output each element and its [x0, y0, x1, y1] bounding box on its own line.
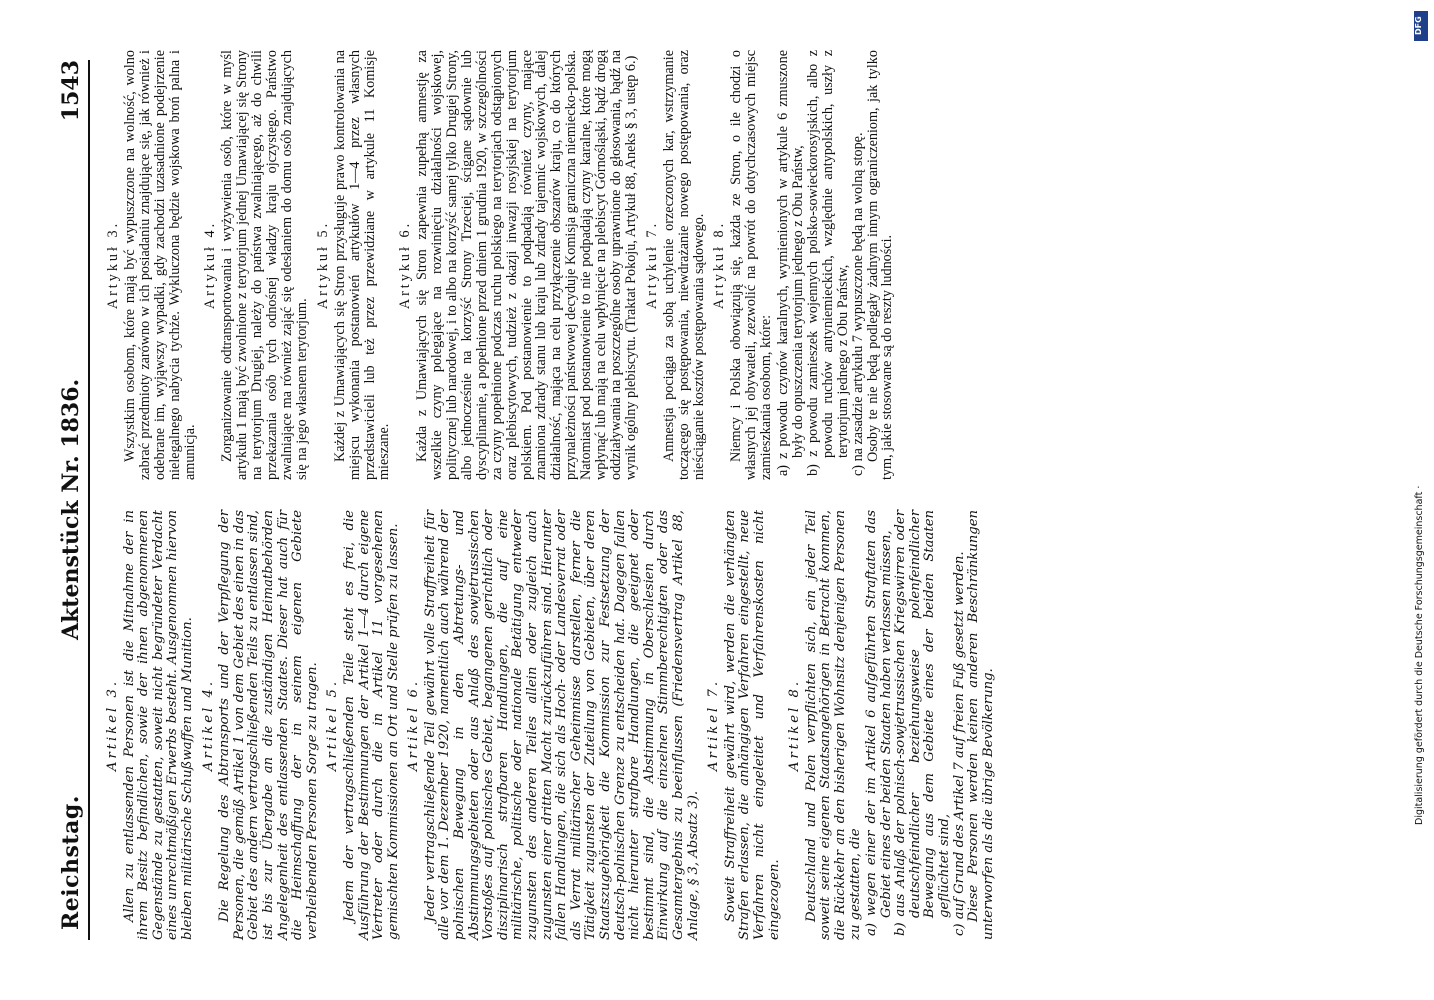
de-article-8-item-b: b) aus Anlaß der polnisch-sowjetrussischen Kriegswirren oder deutschfeindlicher beziehungsweise polenfeindlicher Bewegung aus dem Gebiete eines der beiden Staaten geflüchtet sind, — [893, 510, 953, 936]
de-article-6-heading: Artikel 6. — [406, 678, 422, 772]
digitization-sidebar — [1410, 5, 1434, 995]
pl-article-5-text: Każdej z Umawiających się Stron przysługuje prawo kontrolowania na miejscu wykonania postanowień artykułów 1—4 przez własnych przedstawicieli lub też przez przewidziane w artykule 11 Komisje mieszane. — [331, 50, 393, 480]
page-header — [58, 60, 90, 940]
de-article-7-heading: Artikel 7. — [706, 678, 722, 772]
de-article-8-tail: Diese Personen werden keinen anderen Beschränkungen unterworfen als die übrige Bevölkerung. — [966, 510, 996, 940]
pl-article-8-item-a: a) z powodu czynów karalnych, wymienionych w artykule 6 zmuszone były do opuszczenia terytorjum jednego z Obu Państw, — [775, 50, 806, 476]
pl-article-8-heading: Artykuł 8. — [711, 220, 728, 310]
german-column — [100, 510, 998, 940]
de-article-5-text: Jedem der vertragschließenden Teile steht es frei, die Ausführung der Bestimmungen der Artikel 1—4 durch eigene Vertreter oder durch die in Artikel 11 vorgesehenen gemischten Kommissionen an Ort und Stelle prüfen zu lassen. — [341, 510, 401, 940]
pl-article-3-heading: Artykuł 3. — [105, 220, 121, 310]
pl-article-8-item-c: c) na zasadzie artykułu 7 wypuszczone będą na wolną stopę. — [849, 132, 866, 476]
pl-article-7-text: Amnestja pociąga za sobą uchylenie orzeczonych kar, wstrzymanie toczącego się postępowania, niewdrażanie nowego postępowania, oraz nieściąganie kosztów postępowania sądowego. — [660, 50, 707, 480]
dfg-logo: DFG — [1414, 11, 1428, 41]
de-article-5-heading: Artikel 5. — [325, 678, 341, 772]
pl-article-4-text: Zorganizowanie odtransportowania i wyżywienia osób, które w myśl artykułu 1 mają być zwolnione z terytorjum jednej Umawiającej się Strony na terytorjum Drugiej, należy do państwa zwalniającego, aż do chwili przekazania osób tych odnośnej władzy kraju ojczystego. Państwo zwalniające ma również zająć się odesłaniem do domu osób znajdujących się na jego własnem terytorjum. — [219, 50, 310, 480]
de-article-3-heading: Artikel 3. — [105, 678, 120, 772]
pl-article-6-heading: Artykuł 6. — [397, 220, 414, 310]
pl-article-5-heading: Artykuł 5. — [314, 220, 331, 310]
pl-article-8-text: Niemcy i Polska obowiązują się, każda ze Stron, o ile chodzi o własnych jej obywateli, zezwolić na powrót do dotychczasowych miejsc zamieszkania osobom, które: — [728, 50, 775, 480]
polish-column — [100, 50, 897, 480]
digitization-note: Digitalisierung gefördert durch die Deutsche Forschungsgemeinschaft · — [1414, 485, 1425, 825]
header-reichstag: Reichstag. — [58, 795, 84, 930]
de-article-4-heading: Artikel 4. — [200, 678, 216, 772]
de-article-8-heading: Artikel 8. — [787, 678, 803, 772]
de-article-8-item-c: c) auf Grund des Artikel 7 auf freien Fuß gesetzt werden. — [951, 551, 967, 936]
de-article-8-text: Deutschland und Polen verpflichten sich, ein jeder Teil soweit seine eigenen Staatsangehörigen in Betracht kommen, die Rückkehr an den bisherigen Wohnsitz denjenigen Personen zu gestatten, die — [803, 510, 863, 940]
de-article-6-text: Jeder vertragschließende Teil gewährt volle Straffreiheit für alle vor dem 1. Dezember 1920, namentlich auch während der polnischen Bewegung in den Abtretungs- und Abstimmungsgebieten oder aus Anlaß des sowjetrussischen Vorstoßes auf polnisches Gebiet, begangenen gerichtlich oder disziplinarisch strafbaren Handlungen, die auf eine militärische, politische oder nationale Betätigung entweder zugunsten des anderen Teiles allein oder zugleich auch zugunsten einer dritten Macht zurückzuführen sind. Hierunter fallen Handlungen, die sich als Hoch- oder Landesverrat oder als Verrat militärischer Geheimnisse darstellen, ferner die Tätigkeit zugunsten der Zuteilung von Gebieten, über deren Staatszugehörigkeit die Kommission zur Festsetzung der deutsch-polnischen Grenze zu entscheiden hat. Dagegen fallen nicht hierunter strafbare Handlungen, die geeignet oder bestimmt sind, die Abstimmung in Oberschlesien durch Einwirkung auf die einzelnen Stimmberechtigten oder das Gesamtergebnis zu beeinflussen (Friedensvertrag Artikel 88, Anlage, § 3, Absatz 3). — [422, 510, 701, 940]
header-document-number: Aktenstück Nr. 1836. — [58, 378, 84, 640]
de-article-8-item-a: a) wegen einer der im Artikel 6 aufgeführten Straftaten das Gebiet eines der beiden Staaten haben verlassen müssen, — [864, 510, 894, 936]
de-article-7-text: Soweit Straffreiheit gewährt wird, werden die verhängten Strafen erlassen, die anhängigen Verfahren eingestellt, neue Verfahren nicht eingeleitet und Verfahrenskosten nicht eingezogen. — [722, 510, 782, 940]
pl-article-6-text: Każda z Umawiających się Stron zapewnia zupełną amnestję za wszelkie czyny polegające na rozwinięciu działalności wojskowej, politycznej lub narodowej, i to albo na korzyść samej tylko Drugiej Strony, albo jednocześnie na korzyść Strony Trzeciej, ścigane sądownie lub dyscyplinarnie, a popełnione przed dniem 1 grudnia 1920, w szczególności za czyny popełnione podczas ruchu polskiego na terytorjach odstąpionych oraz plebiscytowych, tudzież z okazji inwazji rosyjskiej na terytorjum polskiem. Pod postanowienie to podpadają również czyny, mające znamiona zdrady stanu lub kraju lub zdrady tajemnic wojskowych, dalej działalność, mająca na celu przyłączenie obszarów kraju, co do których przynależności państwowej decyduje Komisja graniczna niemiecko-polska. Natomiast pod postanowienie to nie podpadają czyny karalne, które mogą wpłynąć lub mają na celu wpłynięcie na plebiscyt Górnośląski, bądź drogą oddziaływania na poszczególne osoby uprawnione do głosowania, bądź na wynik ogólny plebiscytu. (Traktat Pokoju, Artykuł 88, Aneks § 3, ustęp 6.) — [414, 50, 639, 480]
page-number: 1543 — [58, 60, 84, 122]
pl-article-4-heading: Artykuł 4. — [202, 220, 219, 310]
pl-article-7-heading: Artykuł 7. — [643, 220, 660, 310]
de-article-3-text: Allen zu entlassenden Personen ist die Mitnahme der in ihrem Besitz befindlichen, sowie der ihnen abgenommenen Gegenstände zu gestatten, soweit nicht begründeter Verdacht eines unrechtmäßigen Erwerbs besteht. Ausgenommen hiervon bleiben militärische Schußwaffen und Munition. — [121, 510, 195, 940]
pl-article-3-text: Wszystkim osobom, które mają być wypuszczone na wolność, wolno zabrać przedmioty zarówno w ich posiadaniu znajdujące się, jak również i odebrane im, wyjąwszy wypadki, gdy zachodzi uzasadnione podejrzenie nielegalnego nabycia tychże. Wykluczona będzie wojskowa broń palna i amunicja. — [121, 50, 198, 480]
pl-article-8-item-b: b) z powodu zamieszek wojennych polsko-sowieckorosyjskich, albo z powodu ruchów antyniemieckich, względnie antypolskich, uszły z terytorjum jednego z Obu Państw, — [804, 50, 851, 476]
de-article-4-text: Die Regelung des Abtransports und der Verpflegung der Personen, die gemäß Artikel 1 von dem Gebiet des einen in das Gebiet des andern vertragschließenden Teils zu entlassen sind, ist bis zur Übergabe an die zuständigen Heimatbehörden Angelegenheit des entlassenden Staates. Dieser hat auch für die Heimschaffung der in seinem eigenen Gebiete verbleibenden Personen Sorge zu tragen. — [217, 510, 320, 940]
pl-article-8-tail: Osoby te nie będą podlegały żadnym innym ograniczeniom, jak tylko tym, jakie stosowane są do reszty ludności. — [864, 50, 896, 480]
